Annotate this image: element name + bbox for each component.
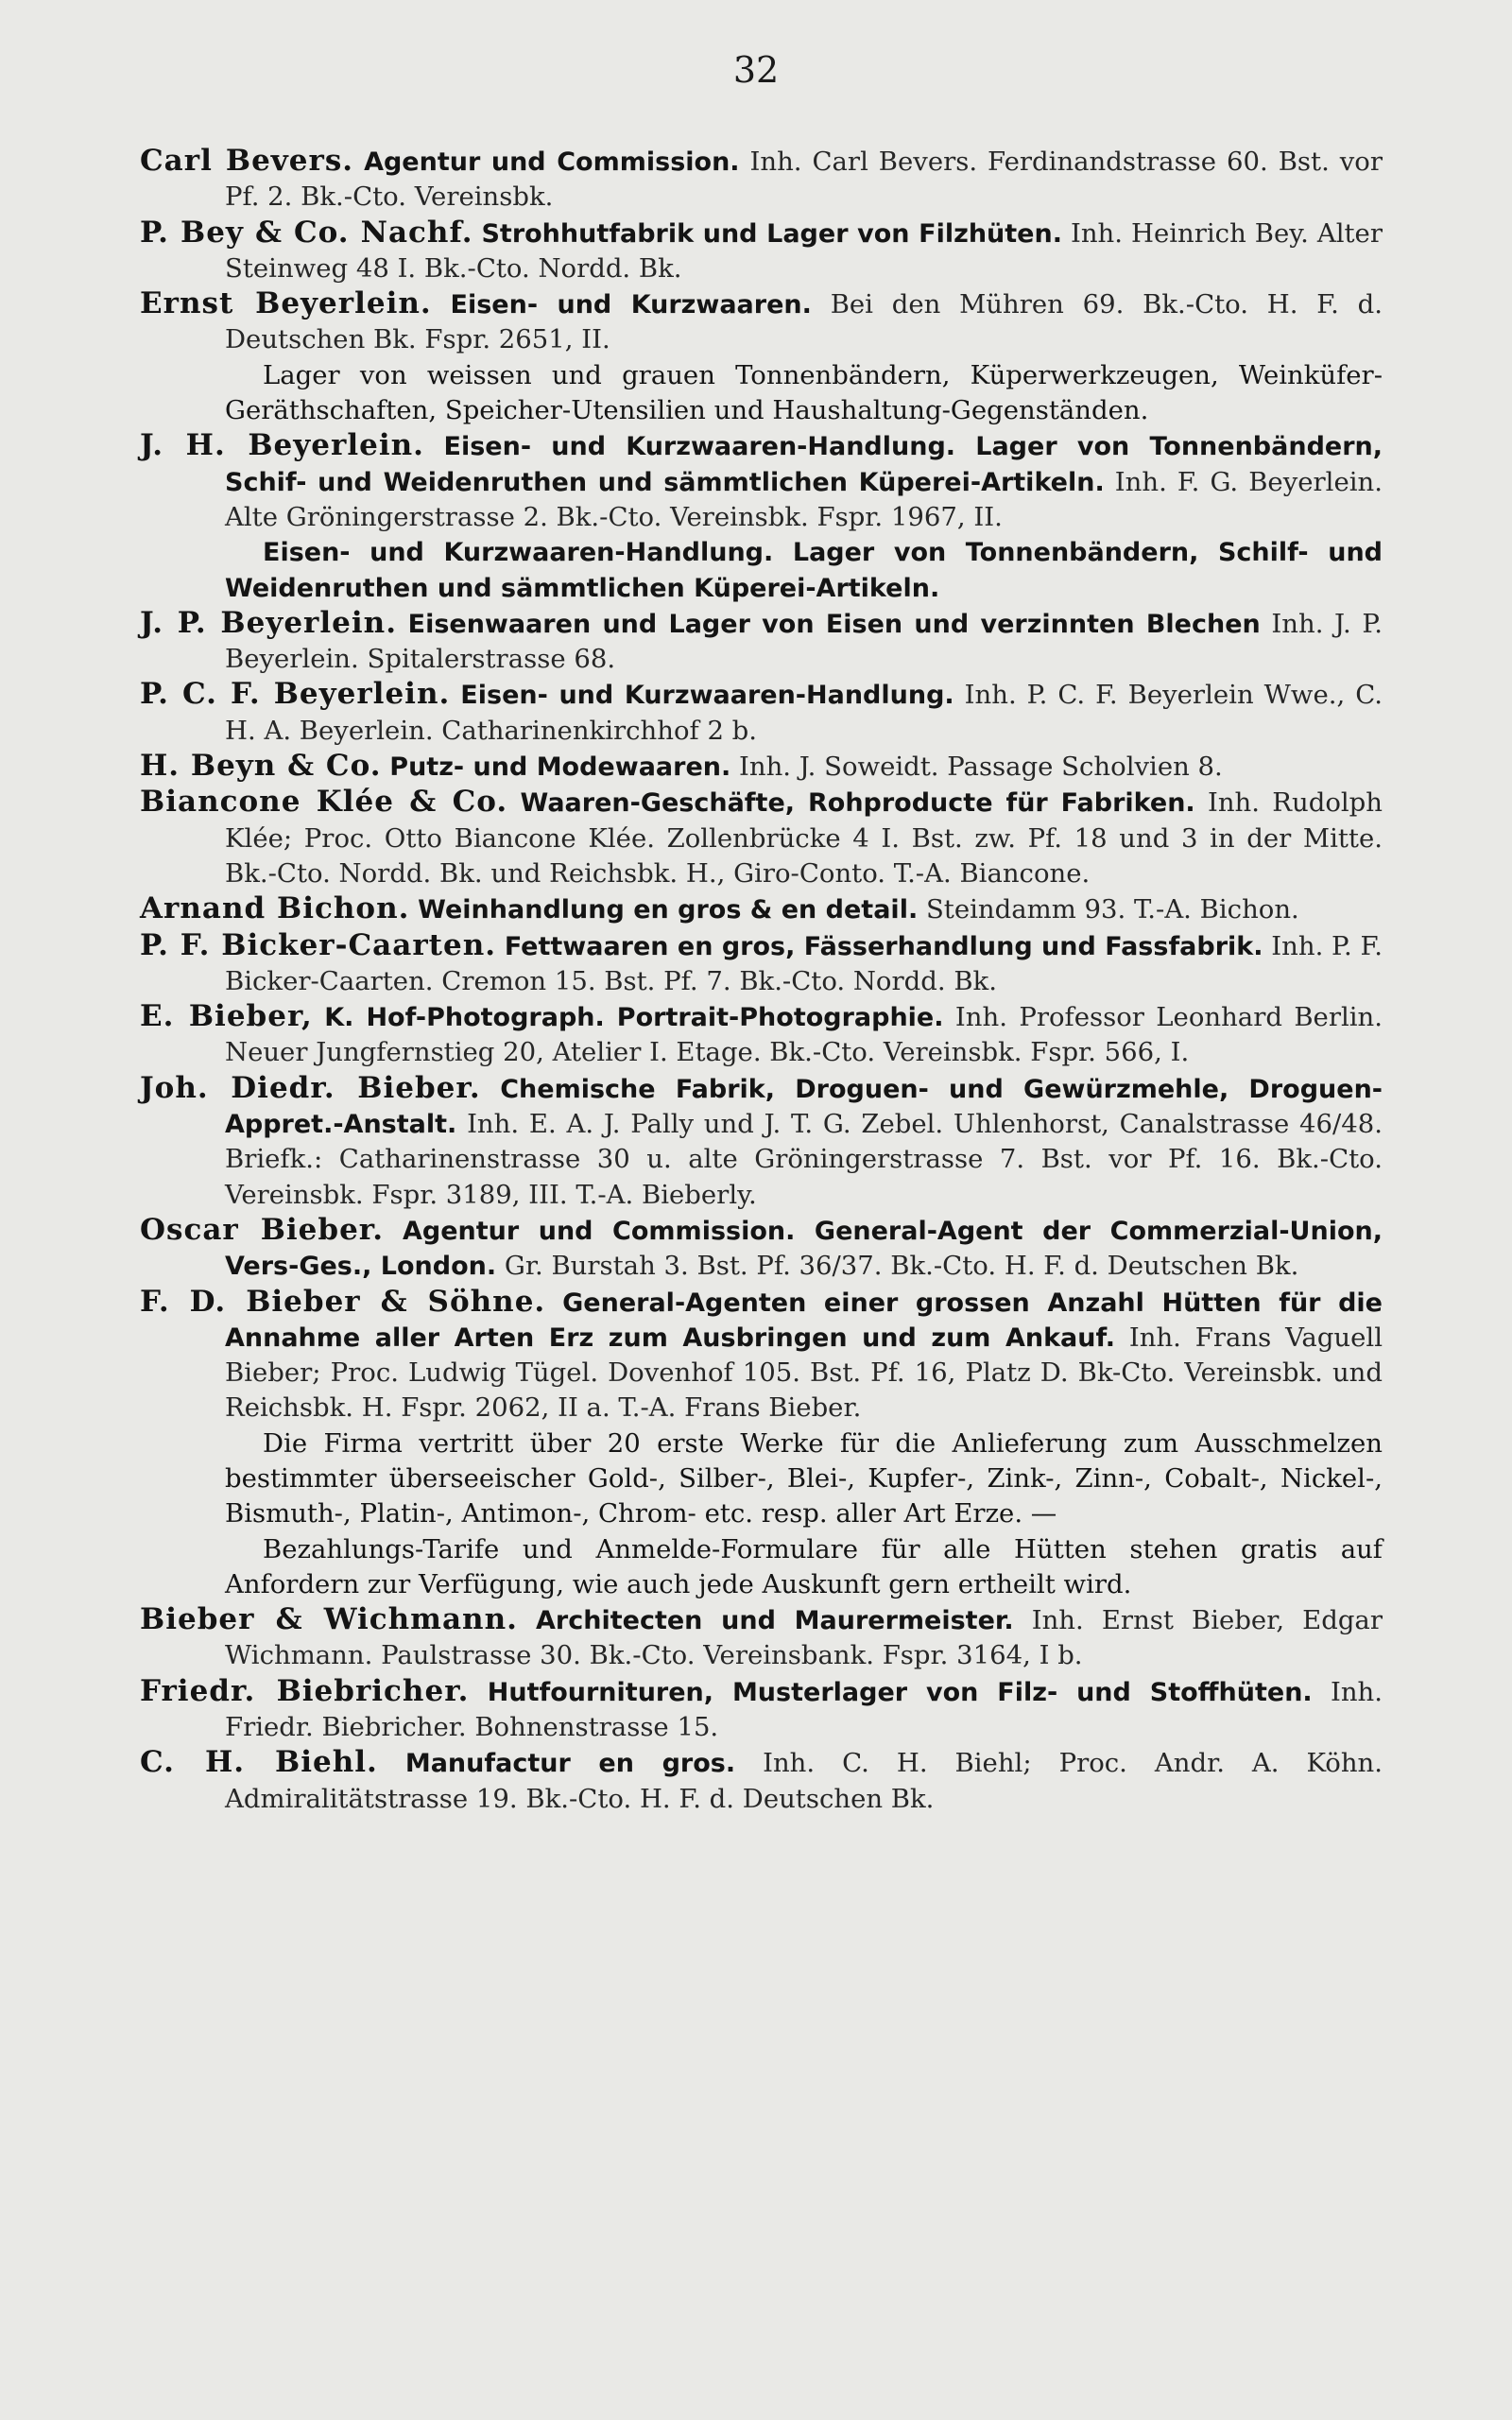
page-number: 32 — [732, 49, 780, 91]
firm-detail: Bei den Mühren 69. Bk.-Cto. H. F. d. Deutschen Bk. Fspr. 2651, II. — [225, 289, 1383, 355]
list-item — [140, 286, 1383, 358]
firm-trade: Hutfournituren, Musterlager von Filz- und Stoffhüten. — [487, 1677, 1313, 1707]
list-item — [140, 1213, 1383, 1285]
entry-note: Die Firma vertritt über 20 erste Werke für die Anlieferung zum Ausschmelzen bestimmter überseeischer Gold-, Silber-, Blei-, Kupfer-, Zink-, Zinn-, Cobalt-, Nickel-, Bismuth-, Platin-, Antimon-, Chrom- etc. resp. aller Art Erze. — — [225, 1427, 1383, 1530]
firm-name: C. H. Biehl. — [140, 1745, 378, 1780]
firm-trade: Waaren-Geschäfte, Rohproducte für Fabriken. — [520, 788, 1195, 819]
list-item — [140, 677, 1383, 749]
firm-name: Ernst Beyerlein. — [140, 286, 432, 321]
list-item — [140, 999, 1383, 1071]
firm-detail: Inh. J. Soweidt. Passage Scholvien 8. — [739, 752, 1223, 783]
firm-name: J. H. Beyerlein. — [140, 428, 424, 463]
firm-detail: Inh. C. H. Biehl; Proc. Andr. A. Köhn. Admiralitätstrasse 19. Bk.-Cto. H. F. d. Deutschen Bk. — [225, 1748, 1383, 1814]
firm-detail: Inh. P. C. F. Beyerlein Wwe., C. H. A. Beyerlein. Catharinenkirchhof 2 b. — [225, 680, 1383, 746]
list-item — [140, 928, 1383, 1000]
firm-name: E. Bieber, — [140, 999, 313, 1034]
firm-detail: Inh. Heinrich Bey. Alter Steinweg 48 I. Bk.-Cto. Nordd. Bk. — [225, 217, 1383, 284]
firm-name: Bieber & Wichmann. — [140, 1602, 518, 1637]
list-item — [140, 749, 1383, 785]
list-item — [140, 1285, 1383, 1426]
entry-note: Eisen- und Kurzwaaren-Handlung. Lager von Tonnenbändern, Schilf- und Weidenruthen und sämmtlichen Küperei-Artikeln. — [225, 538, 1383, 603]
list-item — [140, 785, 1383, 891]
firm-trade: Eisenwaaren und Lager von Eisen und verzinnten Blechen — [407, 609, 1261, 639]
firm-name: Arnand Bichon. — [140, 891, 410, 926]
entry-note: Lager von weissen und grauen Tonnenbändern, Küperwerkzeugen, Weinküfer-Geräthschaften, Speicher-Utensilien und Haushaltung-Gegenständen. — [225, 359, 1383, 426]
firm-detail: Inh. F. G. Beyerlein. Alte Gröningerstrasse 2. Bk.-Cto. Vereinsbk. Fspr. 1967, II. — [225, 466, 1383, 532]
entry-list — [140, 144, 1383, 1817]
list-item — [140, 216, 1383, 287]
list-item — [140, 1745, 1383, 1817]
firm-detail: Inh. Frans Vaguell Bieber; Proc. Ludwig Tügel. Dovenhof 105. Bst. Pf. 16, Platz D. Bk-Cto. Vereinsbk. und Reichsbk. H. Fspr. 2062, II a. T.-A. Frans Bieber. — [225, 1322, 1383, 1424]
firm-detail: Inh. P. F. Bicker-Caarten. Cremon 15. Bst. Pf. 7. Bk.-Cto. Nordd. Bk. — [225, 930, 1383, 996]
firm-name: Biancone Klée & Co. — [140, 785, 508, 820]
firm-trade: Architecten und Maurermeister. — [536, 1606, 1014, 1636]
firm-name: Friedr. Biebricher. — [140, 1673, 470, 1708]
firm-name: Carl Bevers. — [140, 144, 354, 178]
firm-detail: Inh. J. P. Beyerlein. Spitalerstrasse 68. — [225, 608, 1383, 675]
firm-name: Joh. Diedr. Bieber. — [140, 1070, 481, 1105]
firm-detail: Steindamm 93. T.-A. Bichon. — [925, 894, 1299, 925]
list-item — [140, 1674, 1383, 1746]
firm-name: P. F. Bicker-Caarten. — [140, 927, 497, 962]
list-item — [140, 1071, 1383, 1213]
firm-name: Oscar Bieber. — [140, 1212, 385, 1247]
firm-trade: Eisen- und Kurzwaaren-Handlung. — [460, 681, 954, 711]
firm-trade: K. Hof-Photograph. Portrait-Photographie. — [324, 1003, 944, 1033]
firm-name: P. C. F. Beyerlein. — [140, 677, 451, 712]
list-item — [140, 1602, 1383, 1674]
list-item — [140, 606, 1383, 678]
firm-name: P. Bey & Co. Nachf. — [140, 215, 473, 250]
firm-trade: Fettwaaren en gros, Fässerhandlung und Fassfabrik. — [504, 931, 1263, 961]
firm-trade: Eisen- und Kurzwaaren-Handlung. Lager von Tonnenbändern, Schif- und Weidenruthen und sämmtlichen Küperei-Artikeln. — [225, 432, 1383, 497]
firm-name: J. P. Beyerlein. — [140, 605, 397, 640]
entry-note: Bezahlungs-Tarife und Anmelde-Formulare für alle Hütten stehen gratis auf Anfordern zur Verfügung, wie auch jede Auskunft gern ertheilt wird. — [225, 1533, 1383, 1599]
firm-trade: Chemische Fabrik, Droguen- und Gewürzmehle, Droguen-Appret.-Anstalt. — [225, 1074, 1383, 1140]
firm-name: H. Beyn & Co. — [140, 749, 382, 784]
firm-trade: General-Agenten einer grossen Anzahl Hütten für die Annahme aller Arten Erz zum Ausbringen und zum Ankauf. — [225, 1288, 1383, 1353]
firm-trade: Putz- und Modewaaren. — [389, 752, 731, 783]
firm-detail: Inh. Friedr. Biebricher. Bohnenstrasse 15. — [225, 1676, 1383, 1743]
firm-name: F. D. Bieber & Söhne. — [140, 1284, 546, 1319]
firm-detail: Inh. Ernst Bieber, Edgar Wichmann. Paulstrasse 30. Bk.-Cto. Vereinsbank. Fspr. 3164, I b. — [225, 1605, 1383, 1671]
firm-trade: Strohhutfabrik und Lager von Filzhüten. — [481, 218, 1062, 249]
firm-detail: Inh. Rudolph Klée; Proc. Otto Biancone Klée. Zollenbrücke 4 I. Bst. zw. Pf. 18 und 3 in der Mitte. Bk.-Cto. Nordd. Bk. und Reichsbk. H., Giro-Conto. T.-A. Biancone. — [225, 787, 1383, 889]
firm-trade: Agentur und Commission. General-Agent der Commerzial-Union, Vers-Ges., London. — [225, 1216, 1383, 1282]
list-item — [140, 891, 1383, 927]
firm-trade: Weinhandlung en gros & en detail. — [418, 895, 919, 925]
list-item — [140, 144, 1383, 216]
firm-trade: Manufactur en gros. — [404, 1749, 736, 1779]
firm-detail: Inh. Carl Bevers. Ferdinandstrasse 60. Bst. vor Pf. 2. Bk.-Cto. Vereinsbk. — [225, 147, 1383, 213]
firm-trade: Eisen- und Kurzwaaren. — [450, 290, 812, 320]
list-item — [140, 428, 1383, 535]
firm-detail: Gr. Burstah 3. Bst. Pf. 36/37. Bk.-Cto. H. F. d. Deutschen Bk. — [504, 1251, 1299, 1282]
firm-detail: Inh. Professor Leonhard Berlin. Neuer Jungfernstieg 20, Atelier I. Etage. Bk.-Cto. Vereinsbk. Fspr. 566, I. — [225, 1002, 1383, 1068]
firm-detail: Inh. E. A. J. Pally und J. T. G. Zebel. Uhlenhorst, Canalstrasse 46/48. Briefk.: Catharinenstrasse 30 u. alte Gröningerstrasse 7. Bst. vor Pf. 16. Bk.-Cto. Vereinsbk. Fspr. 3189, III. T.-A. Bieberly. — [225, 1109, 1383, 1210]
firm-trade: Agentur und Commission. — [364, 147, 740, 177]
